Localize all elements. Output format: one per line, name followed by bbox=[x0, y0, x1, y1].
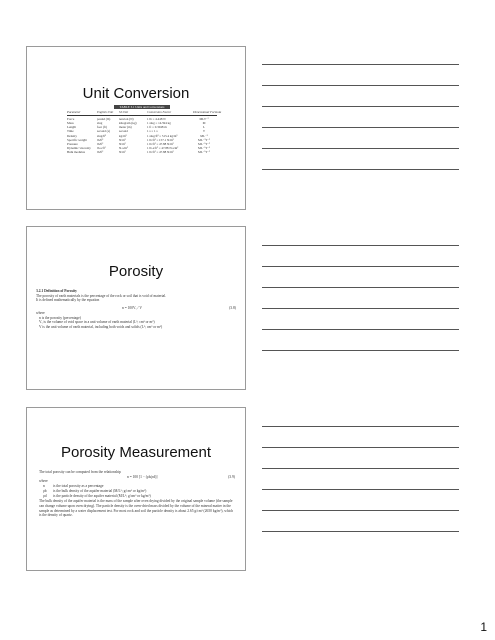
equation: n = 100Vᵥ / V bbox=[122, 306, 142, 311]
table-cell: lb/ft³ bbox=[97, 137, 104, 142]
notes-line bbox=[262, 468, 459, 469]
definition: n is the total porosity as a percentage bbox=[43, 484, 104, 489]
table-cell: kg/m³ bbox=[119, 133, 127, 138]
slide-porosity bbox=[26, 226, 246, 390]
table-cell: 1 slug/ft³ = 515.4 kg/m³ bbox=[147, 133, 178, 138]
notes-line bbox=[262, 148, 459, 149]
table-cell: foot (ft) bbox=[97, 125, 108, 130]
table-cell: ML⁻¹T⁻¹ bbox=[197, 145, 210, 150]
table-cell: second bbox=[119, 129, 128, 134]
notes-line bbox=[262, 245, 459, 246]
notes-line bbox=[262, 266, 459, 267]
table-cell: lb-s/ft² bbox=[97, 145, 106, 150]
table-cell: Mass bbox=[67, 121, 74, 126]
table-body bbox=[67, 117, 217, 154]
table-cell: M bbox=[202, 121, 206, 126]
section-heading: 3.2.1 Definition of Porosity bbox=[36, 289, 77, 293]
table-cell: newton (N) bbox=[119, 117, 134, 122]
intro-line: The total porosity can be computed from the relationship bbox=[39, 470, 121, 474]
where-label: where bbox=[39, 479, 48, 484]
slide-title: Porosity bbox=[108, 263, 164, 280]
table-cell: N-s/m² bbox=[119, 145, 128, 150]
table-cell: ML⁻³ bbox=[200, 133, 208, 138]
notes-line bbox=[262, 489, 459, 490]
notes-line bbox=[262, 308, 459, 309]
table-cell: Specific weight bbox=[67, 137, 87, 142]
table-caption: TABLE 3.1 Units and Conversions bbox=[67, 105, 217, 109]
table-cell: second (s) bbox=[97, 129, 111, 134]
table-cell: lb/ft² bbox=[97, 149, 104, 154]
notes-line bbox=[262, 85, 459, 86]
notes-line bbox=[262, 350, 459, 351]
equation-number: (3.9) bbox=[228, 474, 235, 479]
table-cell: lb/ft² bbox=[97, 141, 104, 146]
units-table bbox=[67, 105, 222, 154]
porosity-text bbox=[36, 289, 236, 330]
table-cell: 1 lb/ft² = 47.88 N/m² bbox=[147, 141, 174, 146]
slide-porosity-measurement bbox=[26, 407, 246, 571]
table-cell: ML⁻¹T⁻² bbox=[197, 141, 210, 146]
equation-number: (3.8) bbox=[229, 306, 236, 311]
table-cell: Force bbox=[67, 117, 75, 122]
table-cell: MLT⁻² bbox=[199, 117, 209, 122]
table-cell: kilogram (kg) bbox=[119, 121, 137, 126]
notes-line bbox=[262, 531, 459, 532]
table-cell: 1 slug = 14.594 kg bbox=[147, 121, 171, 126]
page-number: 1 bbox=[480, 620, 487, 634]
table-header: Parameter English Unit SI Unit Conversion Factor Dimensional Formula bbox=[67, 110, 217, 116]
notes-line bbox=[262, 106, 459, 107]
definition: Vᵥ is the volume of void space in a unit volume of earth material (L³; cm³ or m³) bbox=[39, 320, 155, 325]
slide-title: Porosity Measurement bbox=[60, 444, 212, 461]
table-cell: T bbox=[203, 129, 205, 134]
table-cell: slug/ft³ bbox=[97, 133, 107, 138]
slide-unit-conversion bbox=[26, 46, 246, 210]
table-cell: 1 lb-s/ft² = 47.88 N-s/m² bbox=[147, 145, 179, 150]
definition: ρd is the particle density of the aquifer material (M/L³; g/cm³ or kg/m³) bbox=[43, 493, 151, 498]
definition: n is the porosity (percentage) bbox=[39, 315, 81, 320]
table-cell: N/m² bbox=[119, 141, 126, 146]
table-cell: 1 lb = 4.448 N bbox=[147, 117, 166, 122]
table-cell: 1 s = 1 s bbox=[147, 129, 158, 134]
table-cell: N/m³ bbox=[119, 137, 126, 142]
table-cell: pound (lb) bbox=[97, 117, 111, 122]
notes-line bbox=[262, 127, 459, 128]
equation: n = 100 [1 − (ρb/ρd)] bbox=[127, 474, 158, 479]
table-cell: slug bbox=[97, 121, 103, 126]
table-row bbox=[67, 150, 217, 154]
table-cell: 1 lb/ft³ = 157.1 N/m³ bbox=[147, 137, 174, 142]
table-cell: Length bbox=[67, 125, 77, 130]
table-cell: 1 ft = 0.3048 m bbox=[147, 125, 167, 130]
where-label: where bbox=[36, 310, 45, 315]
table-cell: Time bbox=[67, 129, 74, 134]
notes-line bbox=[262, 169, 459, 170]
notes-line bbox=[262, 510, 459, 511]
table-cell: N/m² bbox=[119, 149, 126, 154]
slide-title: Unit Conversion bbox=[82, 85, 190, 102]
table-cell: Bulk modulus bbox=[67, 149, 85, 154]
table-cell: meter (m) bbox=[119, 125, 132, 130]
table-cell: ML⁻²T⁻² bbox=[197, 137, 210, 142]
definition: ρb is the bulk density of the aquifer material (M/L³; g/cm³ or kg/m³) bbox=[43, 488, 147, 493]
notes-line bbox=[262, 447, 459, 448]
table-cell: Dynamic viscosity bbox=[67, 145, 91, 150]
definition: V is the unit volume of earth material, including both voids and solids (L³; cm³ or m³) bbox=[39, 324, 163, 329]
table-cell: Density bbox=[67, 133, 77, 138]
notes-line bbox=[262, 329, 459, 330]
body-line: It is defined mathematically by the equation bbox=[36, 298, 100, 303]
notes-line bbox=[262, 426, 459, 427]
body-line: The porosity of earth materials is the percentage of the rock or soil that is void of material. bbox=[36, 293, 167, 298]
body-paragraph: The bulk density of the aquifer material is the mass of the sample after oven drying divided by the original sample volume (the sample can change volume upon oven drying). The particle density is the oven-dried mass divided by the volume of the mineral matter in the sample as determined by a water displacement test. For most rock and soil the particle density is about 2.65 g/cm³ (2650 kg/m³), which is the density of quartz. bbox=[39, 499, 234, 518]
notes-line bbox=[262, 64, 459, 65]
notes-line bbox=[262, 287, 459, 288]
measurement-text bbox=[39, 470, 235, 518]
table-cell: ML⁻¹T⁻² bbox=[197, 149, 210, 154]
table-cell: 1 lb/ft² = 47.88 N/m² bbox=[147, 149, 174, 154]
table-cell: Pressure bbox=[67, 141, 78, 146]
table-cell: L bbox=[203, 125, 205, 130]
